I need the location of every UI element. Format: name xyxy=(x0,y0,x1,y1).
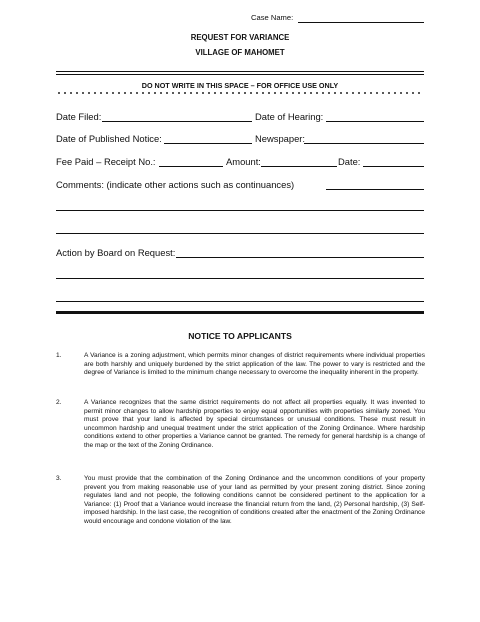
fee-paid-label: Fee Paid – Receipt No.: xyxy=(56,156,156,167)
amount-field[interactable] xyxy=(261,166,337,167)
action-line[interactable] xyxy=(56,278,424,279)
case-name-label: Case Name: xyxy=(251,13,294,22)
notice-item-text: A Variance recognizes that the same district requirements do not affect all properties equally. It was invented to permit minor changes to allow hardship properties to enjoy equal opportunities with properties similarly zoned. You must prove that your land is affected by special circumstances or unusual conditions. These must result in uncommon hardship and unequal treatment under the strict application of the Zoning Ordinance. Where hardship conditions extend to other properties a Variance cannot be granted. The remedy for general hardship is a change of the map or the text of the Zoning Ordinance. xyxy=(84,399,425,449)
date-published-notice-label: Date of Published Notice: xyxy=(56,133,162,144)
date-published-notice-field[interactable] xyxy=(164,143,252,144)
action-line[interactable] xyxy=(56,301,424,302)
notice-item-text: A Variance is a zoning adjustment, which permits minor changes of district requirements where individual properties are both harshly and uniquely burdened by the strict application of the law. The power to vary is restricted and the degree of Variance is limited to the minimum change necessary to overcome the inequality inherent in the property. xyxy=(84,352,425,376)
comments-line[interactable] xyxy=(56,210,424,211)
case-name-field[interactable] xyxy=(298,22,424,23)
newspaper-field[interactable] xyxy=(304,143,424,144)
notice-item-number: 1. xyxy=(56,352,62,359)
form-title: REQUEST FOR VARIANCE xyxy=(190,33,290,42)
section-divider xyxy=(56,311,424,314)
office-top-rule-2 xyxy=(56,74,424,75)
date-field[interactable] xyxy=(363,166,424,167)
form-subtitle: VILLAGE OF MAHOMET xyxy=(195,48,285,57)
notice-heading: NOTICE TO APPLICANTS xyxy=(188,331,292,341)
office-use-banner: DO NOT WRITE IN THIS SPACE – FOR OFFICE USE ONLY xyxy=(141,81,339,90)
action-by-board-label: Action by Board on Request: xyxy=(56,247,176,258)
comments-label: Comments: (indicate other actions such as continuances) xyxy=(56,179,295,190)
date-label: Date: xyxy=(338,156,361,167)
date-filed-field[interactable] xyxy=(102,121,252,122)
notice-item-text: You must provide that the combination of the Zoning Ordinance and the uncommon conditions of your property prevent you from making reasonable use of your land as permitted by your present zoning district. Since zoning regulates land and not people, the following conditions cannot be considered pertinent to the application for a Variance: (1) Proof that a Variance would increase the financial return from the land, (2) Personal hardship, (3) Self-imposed hardship. In the last case, the recognition of conditions created after the enactment of the Zoning Ordinance would encourage and condone violation of the law. xyxy=(84,475,425,525)
date-of-hearing-label: Date of Hearing: xyxy=(255,111,324,122)
notice-item-number: 2. xyxy=(56,399,62,406)
comments-line[interactable] xyxy=(56,233,424,234)
office-dotted-rule xyxy=(56,92,424,94)
notice-item-number: 3. xyxy=(56,475,62,482)
newspaper-label: Newspaper: xyxy=(255,133,306,144)
comments-field[interactable] xyxy=(326,189,424,190)
receipt-no-field[interactable] xyxy=(159,166,223,167)
date-of-hearing-field[interactable] xyxy=(326,121,424,122)
office-top-rule xyxy=(56,71,424,72)
amount-label: Amount: xyxy=(226,156,261,167)
action-by-board-field[interactable] xyxy=(176,257,424,258)
date-filed-label: Date Filed: xyxy=(56,111,102,122)
